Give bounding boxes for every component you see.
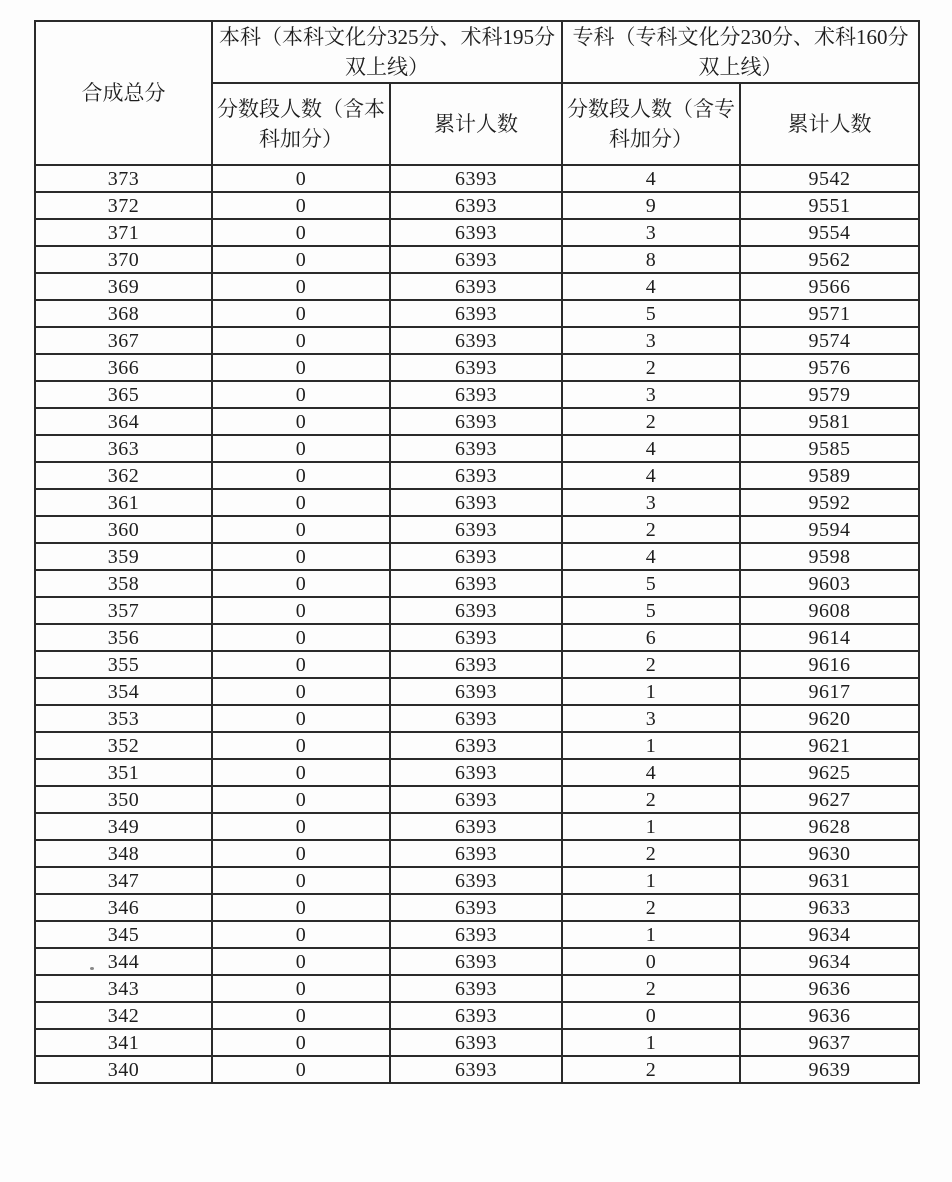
score-cell: 364 (35, 408, 212, 435)
zhuanke-segment-count-cell: 4 (562, 273, 740, 300)
benke-cumulative-cell: 6393 (390, 408, 562, 435)
zhuanke-segment-count-cell: 2 (562, 786, 740, 813)
score-cell: 352 (35, 732, 212, 759)
score-cell: 367 (35, 327, 212, 354)
benke-segment-count-cell: 0 (212, 894, 390, 921)
benke-segment-count-cell: 0 (212, 165, 390, 192)
benke-segment-count-cell: 0 (212, 948, 390, 975)
benke-cumulative-cell: 6393 (390, 705, 562, 732)
table-row (35, 624, 919, 651)
score-cell: 355 (35, 651, 212, 678)
table-row (35, 300, 919, 327)
benke-segment-count-cell: 0 (212, 678, 390, 705)
benke-segment-count-cell: 0 (212, 975, 390, 1002)
score-cell: 349 (35, 813, 212, 840)
benke-segment-count-cell: 0 (212, 1002, 390, 1029)
table-row (35, 867, 919, 894)
zhuanke-cumulative-cell: 9576 (740, 354, 919, 381)
table-row (35, 948, 919, 975)
benke-segment-count-cell: 0 (212, 813, 390, 840)
table-row (35, 219, 919, 246)
zhuanke-cumulative-cell: 9603 (740, 570, 919, 597)
zhuanke-segment-count-cell: 3 (562, 219, 740, 246)
table-row (35, 597, 919, 624)
scan-speck-artifact (90, 967, 94, 970)
benke-cumulative-cell: 6393 (390, 1056, 562, 1083)
benke-cumulative-cell: 6393 (390, 948, 562, 975)
zhuanke-cumulative-cell: 9625 (740, 759, 919, 786)
table-row (35, 570, 919, 597)
benke-segment-count-cell: 0 (212, 462, 390, 489)
benke-cumulative-cell: 6393 (390, 246, 562, 273)
score-cell: 363 (35, 435, 212, 462)
benke-cumulative-cell: 6393 (390, 219, 562, 246)
table-row (35, 894, 919, 921)
benke-segment-count-cell: 0 (212, 921, 390, 948)
benke-cumulative-cell: 6393 (390, 651, 562, 678)
table-row (35, 462, 919, 489)
benke-cumulative-cell: 6393 (390, 678, 562, 705)
zhuanke-segment-count-cell: 4 (562, 165, 740, 192)
benke-segment-count-cell: 0 (212, 651, 390, 678)
benke-segment-count-cell: 0 (212, 327, 390, 354)
benke-cumulative-cell: 6393 (390, 732, 562, 759)
table-header (35, 21, 919, 165)
zhuanke-cumulative-cell: 9598 (740, 543, 919, 570)
table-row (35, 678, 919, 705)
score-cell: 348 (35, 840, 212, 867)
zhuanke-segment-count-cell: 2 (562, 894, 740, 921)
table-row (35, 327, 919, 354)
zhuanke-segment-count-cell: 9 (562, 192, 740, 219)
group-header-row (35, 21, 919, 83)
table-row (35, 975, 919, 1002)
zhuanke-cumulative-cell: 9637 (740, 1029, 919, 1056)
zhuanke-segment-count-cell: 1 (562, 732, 740, 759)
zhuanke-cumulative-cell: 9581 (740, 408, 919, 435)
zhuanke-cumulative-cell: 9571 (740, 300, 919, 327)
zhuanke-segment-count-cell: 0 (562, 948, 740, 975)
score-cell: 365 (35, 381, 212, 408)
benke-segment-count-cell: 0 (212, 219, 390, 246)
zhuanke-cumulative-cell: 9634 (740, 948, 919, 975)
zhuanke-segment-count-cell: 2 (562, 840, 740, 867)
zhuanke-cumulative-cell: 9562 (740, 246, 919, 273)
table-row (35, 354, 919, 381)
benke-segment-count-cell: 0 (212, 516, 390, 543)
score-cell: 341 (35, 1029, 212, 1056)
zhuanke-segment-count-cell: 5 (562, 597, 740, 624)
header-zhuanke-group: 专科（专科文化分230分、术科160分双上线） (562, 21, 919, 83)
header-benke-segment-count: 分数段人数（含本科加分） (212, 83, 390, 165)
score-cell: 371 (35, 219, 212, 246)
score-cell: 340 (35, 1056, 212, 1083)
zhuanke-cumulative-cell: 9566 (740, 273, 919, 300)
score-cell: 354 (35, 678, 212, 705)
score-cell: 356 (35, 624, 212, 651)
benke-cumulative-cell: 6393 (390, 1029, 562, 1056)
zhuanke-segment-count-cell: 2 (562, 651, 740, 678)
table-row (35, 516, 919, 543)
table-row (35, 192, 919, 219)
benke-cumulative-cell: 6393 (390, 975, 562, 1002)
score-cell: 344 (35, 948, 212, 975)
score-cell: 353 (35, 705, 212, 732)
benke-segment-count-cell: 0 (212, 1056, 390, 1083)
benke-segment-count-cell: 0 (212, 246, 390, 273)
zhuanke-cumulative-cell: 9636 (740, 1002, 919, 1029)
zhuanke-cumulative-cell: 9620 (740, 705, 919, 732)
zhuanke-segment-count-cell: 3 (562, 327, 740, 354)
zhuanke-cumulative-cell: 9592 (740, 489, 919, 516)
benke-cumulative-cell: 6393 (390, 165, 562, 192)
zhuanke-segment-count-cell: 0 (562, 1002, 740, 1029)
benke-cumulative-cell: 6393 (390, 489, 562, 516)
benke-segment-count-cell: 0 (212, 489, 390, 516)
benke-cumulative-cell: 6393 (390, 543, 562, 570)
table-row (35, 651, 919, 678)
score-cell: 343 (35, 975, 212, 1002)
header-zhuanke-cumulative: 累计人数 (740, 83, 919, 165)
benke-segment-count-cell: 0 (212, 867, 390, 894)
zhuanke-cumulative-cell: 9639 (740, 1056, 919, 1083)
benke-cumulative-cell: 6393 (390, 597, 562, 624)
benke-segment-count-cell: 0 (212, 786, 390, 813)
benke-cumulative-cell: 6393 (390, 786, 562, 813)
zhuanke-segment-count-cell: 5 (562, 570, 740, 597)
benke-segment-count-cell: 0 (212, 543, 390, 570)
header-zhuanke-segment-count: 分数段人数（含专科加分） (562, 83, 740, 165)
score-cell: 346 (35, 894, 212, 921)
zhuanke-segment-count-cell: 3 (562, 489, 740, 516)
table-row (35, 813, 919, 840)
table-row (35, 1002, 919, 1029)
benke-segment-count-cell: 0 (212, 408, 390, 435)
header-benke-cumulative: 累计人数 (390, 83, 562, 165)
benke-segment-count-cell: 0 (212, 732, 390, 759)
score-cell: 362 (35, 462, 212, 489)
score-cell: 345 (35, 921, 212, 948)
benke-segment-count-cell: 0 (212, 435, 390, 462)
table-row (35, 732, 919, 759)
zhuanke-cumulative-cell: 9554 (740, 219, 919, 246)
zhuanke-segment-count-cell: 8 (562, 246, 740, 273)
table-row (35, 705, 919, 732)
zhuanke-cumulative-cell: 9579 (740, 381, 919, 408)
benke-segment-count-cell: 0 (212, 840, 390, 867)
score-cell: 372 (35, 192, 212, 219)
table-row (35, 759, 919, 786)
benke-segment-count-cell: 0 (212, 705, 390, 732)
zhuanke-cumulative-cell: 9589 (740, 462, 919, 489)
score-cell: 359 (35, 543, 212, 570)
table-body (35, 165, 919, 1083)
zhuanke-segment-count-cell: 1 (562, 813, 740, 840)
zhuanke-segment-count-cell: 1 (562, 678, 740, 705)
zhuanke-segment-count-cell: 2 (562, 975, 740, 1002)
benke-segment-count-cell: 0 (212, 273, 390, 300)
zhuanke-cumulative-cell: 9617 (740, 678, 919, 705)
score-cell: 368 (35, 300, 212, 327)
benke-cumulative-cell: 6393 (390, 813, 562, 840)
zhuanke-segment-count-cell: 2 (562, 516, 740, 543)
benke-cumulative-cell: 6393 (390, 381, 562, 408)
zhuanke-segment-count-cell: 2 (562, 354, 740, 381)
benke-cumulative-cell: 6393 (390, 894, 562, 921)
score-cell: 366 (35, 354, 212, 381)
benke-cumulative-cell: 6393 (390, 759, 562, 786)
zhuanke-cumulative-cell: 9608 (740, 597, 919, 624)
table-row (35, 408, 919, 435)
benke-cumulative-cell: 6393 (390, 192, 562, 219)
table-row (35, 273, 919, 300)
zhuanke-cumulative-cell: 9551 (740, 192, 919, 219)
header-benke-group: 本科（本科文化分325分、术科195分双上线） (212, 21, 562, 83)
score-cell: 350 (35, 786, 212, 813)
zhuanke-cumulative-cell: 9616 (740, 651, 919, 678)
zhuanke-segment-count-cell: 5 (562, 300, 740, 327)
zhuanke-cumulative-cell: 9627 (740, 786, 919, 813)
table-row (35, 786, 919, 813)
table-row (35, 165, 919, 192)
score-cell: 369 (35, 273, 212, 300)
benke-cumulative-cell: 6393 (390, 921, 562, 948)
table-row (35, 435, 919, 462)
zhuanke-cumulative-cell: 9621 (740, 732, 919, 759)
benke-segment-count-cell: 0 (212, 570, 390, 597)
table-row (35, 246, 919, 273)
score-cell: 358 (35, 570, 212, 597)
benke-segment-count-cell: 0 (212, 759, 390, 786)
benke-segment-count-cell: 0 (212, 1029, 390, 1056)
benke-cumulative-cell: 6393 (390, 516, 562, 543)
zhuanke-segment-count-cell: 4 (562, 759, 740, 786)
table-row (35, 543, 919, 570)
header-composite-score: 合成总分 (35, 21, 212, 165)
benke-segment-count-cell: 0 (212, 381, 390, 408)
zhuanke-segment-count-cell: 2 (562, 1056, 740, 1083)
table-row (35, 840, 919, 867)
benke-cumulative-cell: 6393 (390, 867, 562, 894)
score-cell: 351 (35, 759, 212, 786)
zhuanke-cumulative-cell: 9630 (740, 840, 919, 867)
zhuanke-cumulative-cell: 9594 (740, 516, 919, 543)
zhuanke-cumulative-cell: 9574 (740, 327, 919, 354)
zhuanke-segment-count-cell: 1 (562, 921, 740, 948)
benke-segment-count-cell: 0 (212, 354, 390, 381)
score-cell: 347 (35, 867, 212, 894)
table-row (35, 489, 919, 516)
benke-segment-count-cell: 0 (212, 192, 390, 219)
zhuanke-segment-count-cell: 4 (562, 462, 740, 489)
zhuanke-segment-count-cell: 6 (562, 624, 740, 651)
zhuanke-cumulative-cell: 9628 (740, 813, 919, 840)
score-cell: 361 (35, 489, 212, 516)
benke-segment-count-cell: 0 (212, 597, 390, 624)
zhuanke-cumulative-cell: 9633 (740, 894, 919, 921)
zhuanke-segment-count-cell: 4 (562, 435, 740, 462)
benke-cumulative-cell: 6393 (390, 327, 562, 354)
zhuanke-segment-count-cell: 3 (562, 705, 740, 732)
benke-cumulative-cell: 6393 (390, 840, 562, 867)
table-row (35, 381, 919, 408)
benke-cumulative-cell: 6393 (390, 624, 562, 651)
zhuanke-cumulative-cell: 9585 (740, 435, 919, 462)
zhuanke-cumulative-cell: 9614 (740, 624, 919, 651)
zhuanke-segment-count-cell: 1 (562, 867, 740, 894)
benke-segment-count-cell: 0 (212, 624, 390, 651)
table-row (35, 1056, 919, 1083)
score-cell: 373 (35, 165, 212, 192)
benke-segment-count-cell: 0 (212, 300, 390, 327)
zhuanke-cumulative-cell: 9634 (740, 921, 919, 948)
benke-cumulative-cell: 6393 (390, 435, 562, 462)
zhuanke-segment-count-cell: 2 (562, 408, 740, 435)
benke-cumulative-cell: 6393 (390, 462, 562, 489)
score-cell: 370 (35, 246, 212, 273)
zhuanke-segment-count-cell: 1 (562, 1029, 740, 1056)
benke-cumulative-cell: 6393 (390, 300, 562, 327)
score-cell: 360 (35, 516, 212, 543)
zhuanke-segment-count-cell: 3 (562, 381, 740, 408)
score-cell: 342 (35, 1002, 212, 1029)
zhuanke-segment-count-cell: 4 (562, 543, 740, 570)
score-cell: 357 (35, 597, 212, 624)
table-row (35, 921, 919, 948)
score-distribution-table (34, 20, 920, 1084)
benke-cumulative-cell: 6393 (390, 354, 562, 381)
benke-cumulative-cell: 6393 (390, 570, 562, 597)
benke-cumulative-cell: 6393 (390, 1002, 562, 1029)
zhuanke-cumulative-cell: 9542 (740, 165, 919, 192)
zhuanke-cumulative-cell: 9631 (740, 867, 919, 894)
table-row (35, 1029, 919, 1056)
zhuanke-cumulative-cell: 9636 (740, 975, 919, 1002)
benke-cumulative-cell: 6393 (390, 273, 562, 300)
